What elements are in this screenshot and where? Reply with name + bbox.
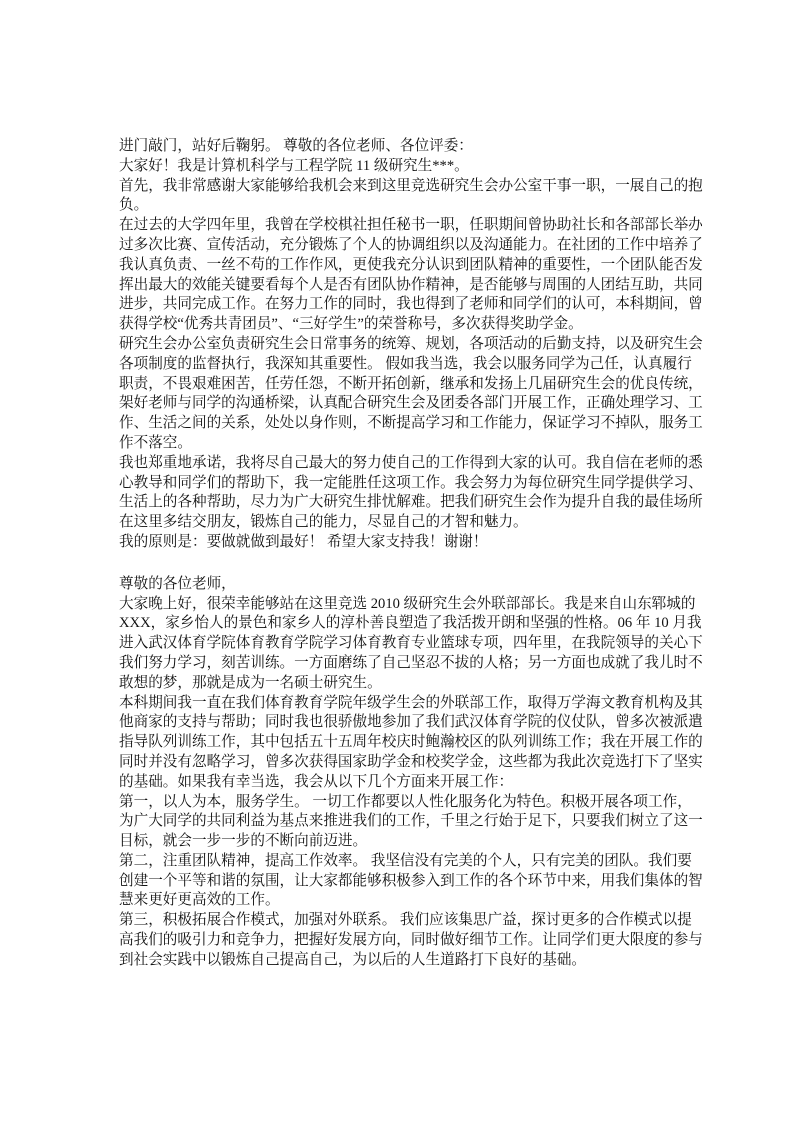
text-line: 目标，就会一步一步的不断向前迈进。 [119,833,368,850]
speech-section [119,137,703,553]
text-line: 大家好！我是计算机科学与工程学院 11 级研究生***。 [119,157,469,174]
text-line: XXX，家乡怡人的景色和家乡人的淳朴善良塑造了我活拨开朗和坚强的性格。06 年 10 月我 [119,615,702,632]
text-line: 作不落空。 [119,434,192,451]
text-line: 他商家的支持与帮助；同时我也很骄傲地参加了我们武汉体育学院的仪仗队，曾多次被派遣 [119,714,703,731]
speech-section [119,575,703,971]
text-line: 首先，我非常感谢大家能够给我机会来到这里竞选研究生会办公室干事一职，一展自己的抱 [119,177,703,194]
text-line: 职责，不畏艰难困苦，任劳任怨，不断开拓创新，继承和发扬上几届研究生会的优良传统， [119,375,703,392]
text-line: 各项制度的监督执行，我深知其重要性。 假如我当选，我会以服务同学为己任，认真履行 [119,355,692,372]
paragraph [119,533,677,553]
paragraph [119,793,703,852]
text-line: 第三，积极拓展合作模式，加强对外联系。 我们应该集思广益，探讨更多的合作模式以提 [119,912,692,929]
text-line: 进入武汉体育学院体育教育学院学习体育教育专业篮球专项，四年里，在我院领导的关心下 [119,635,703,652]
text-line: 负。 [119,197,149,214]
text-line: 心教导和同学们的帮助下，我一定能胜任这项工作。我会努力为每位研究生同学提供学习、 [119,474,703,491]
text-line: 进步，共同完成工作。在努力工作的同时，我也得到了老师和同学们的认可，本科期间，曾 [119,296,703,313]
text-line: 我也郑重地承诺，我将尽自己最大的努力使自己的工作得到大家的认可。我自信在老师的悉 [119,454,703,471]
text-line: 架好老师与同学的沟通桥梁，认真配合研究生会及团委各部门开展工作，正确处理学习、工 [119,395,703,412]
text-line: 我认真负责、一丝不苟的工作作风，更使我充分认识到团队精神的重要性，一个团队能否发 [119,256,703,273]
paragraph [119,137,677,157]
text-line: 敢想的梦，那就是成为一名硕士研究生。 [119,674,382,691]
text-line: 挥出最大的效能关键要看每个人是否有团队协作精神，是否能够与周围的人团结互助，共同 [119,276,703,293]
text-line: 我们努力学习，刻苦训练。一方面磨练了自己坚忍不拔的人格；另一方面也成就了我儿时不 [119,654,703,671]
document-body [119,137,703,971]
text-line: 进门敲门，站好后鞠躬。 尊敬的各位老师、各位评委： [119,138,473,154]
paragraph [119,454,703,533]
text-line: 到社会实践中以锻炼自己提高自己，为以后的人生道路打下良好的基础。 [119,951,587,968]
text-line: 尊敬的各位老师， [119,575,236,592]
paragraph [119,595,703,694]
paragraph [119,335,703,454]
text-line: 研究生会办公室负责研究生会日常事务的统筹、规划，各项活动的后勤支持，以及研究生会 [119,335,703,352]
paragraph [119,852,703,911]
text-line: 的基础。如果我有幸当选，我会从以下几个方面来开展工作： [119,773,514,790]
text-line: 过多次比赛、宣传活动，充分锻炼了个人的协调组织以及沟通能力。在社团的工作中培养了 [119,236,703,253]
paragraph [119,177,703,217]
paragraph [119,157,677,177]
text-line: 创建一个平等和谐的氛围，让大家都能够积极参入到工作的各个环节中来，用我们集体的智 [119,872,703,889]
paragraph [119,911,703,970]
paragraph [119,216,703,335]
text-line: 我的原则是：要做就做到最好！ 希望大家支持我！谢谢！ [119,533,488,550]
text-line: 同时并没有忽略学习，曾多次获得国家助学金和校奖学金，这些都为我此次竞选打下了坚实 [119,753,703,770]
text-line: 在这里多结交朋友，锻炼自己的能力，尽显自己的才智和魅力。 [119,514,528,531]
text-line: 本科期间我一直在我们体育教育学院年级学生会的外联部工作，取得万学海文教育机构及其 [119,694,703,711]
text-line: 第二，注重团队精神，提高工作效率。 我坚信没有完美的个人，只有完美的团队。我们要 [119,852,692,869]
paragraph [119,575,677,595]
text-line: 生活上的各种帮助，尽力为广大研究生排忧解难。把我们研究生会作为提升自我的最佳场所 [119,494,703,511]
text-line: 在过去的大学四年里，我曾在学校棋社担任秘书一职，任职期间曾协助社长和各部部长举办 [119,217,703,234]
text-line: 为广大同学的共同利益为基点来推进我们的工作，千里之行始于足下，只要我们树立了这一 [119,813,703,830]
text-line: 大家晚上好，很荣幸能够站在这里竞选 2010 级研究生会外联部部长。我是来自山东郓城的 [119,595,696,612]
text-line: 获得学校“优秀共青团员”、“三好学生”的荣誉称号，多次获得奖助学金。 [119,316,583,333]
text-line: 指导队列训练工作，其中包括五十五周年校庆时鲍瀚校区的队列训练工作；我在开展工作的 [119,734,703,751]
text-line: 第一，以人为本，服务学生。 一切工作都要以人性化服务化为特色。积极开展各项工作， [119,793,692,810]
text-line: 作、生活之间的关系，处处以身作则，不断提高学习和工作能力，保证学习不掉队，服务工 [119,415,703,432]
text-line: 高我们的吸引力和竞争力，把握好发展方向，同时做好细节工作。让同学们更大限度的参与 [119,932,703,949]
paragraph [119,694,703,793]
text-line: 慧来更好更高效的工作。 [119,892,280,909]
